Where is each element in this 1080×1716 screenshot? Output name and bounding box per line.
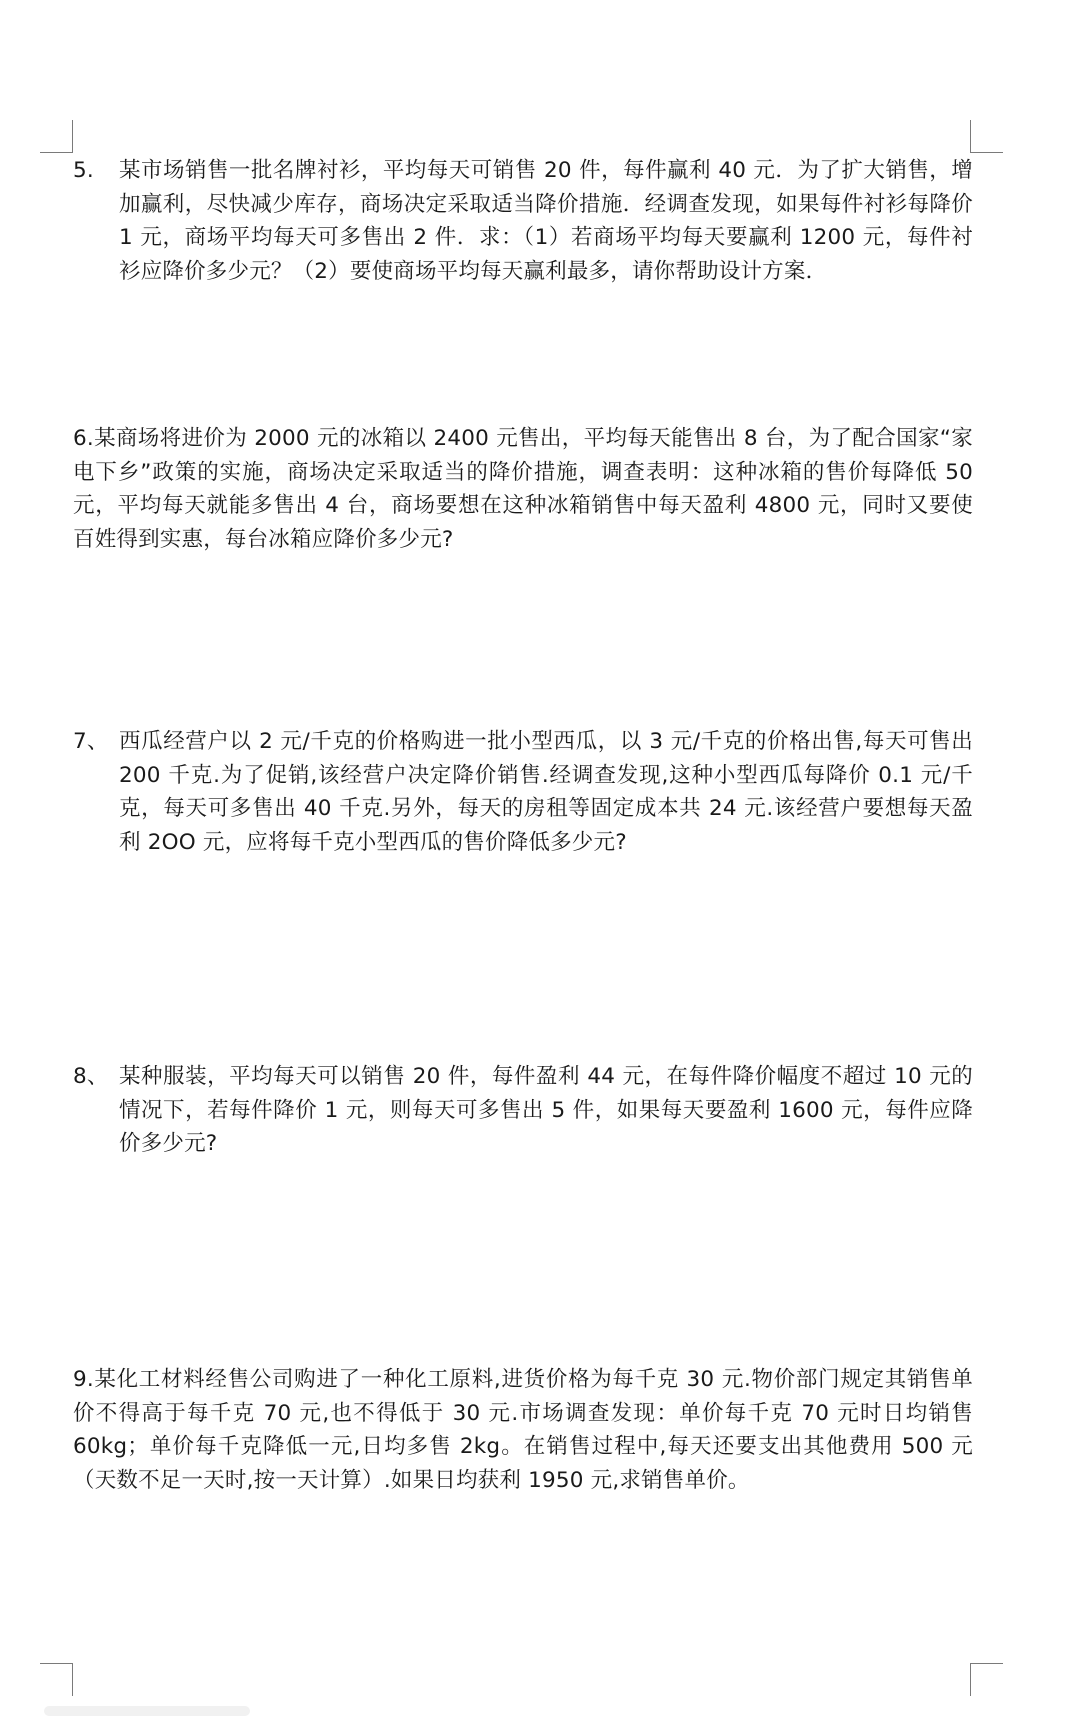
problem-number: 5. (73, 158, 94, 183)
problem-number: 8、 (73, 1064, 109, 1089)
problem-text: 某市场销售一批名牌衬衫，平均每天可销售 20 件，每件赢利 40 元．为了扩大销售，增加赢利，尽快减少库存，商场决定采取适当降价措施．经调查发现，如果每件衬衫每降价 1 元，商场平均每天可多售出 2 件．求：（1）若商场平均每天要赢利 1200 元，每件衬衫应降价多少元？（2）要使商场平均每天赢利最多，请你帮助设计方案． (119, 158, 973, 284)
problem-5 (73, 154, 973, 288)
crop-mark-top-left (40, 120, 73, 153)
crop-mark-top-right (970, 120, 1003, 153)
problem-number: 7、 (73, 729, 109, 754)
problem-text (73, 1363, 973, 1497)
problem-text: 西瓜经营户以 2 元/千克的价格购进一批小型西瓜，以 3 元/千克的价格出售,每天可售出 200 千克.为了促销,该经营户决定降价销售.经调查发现,这种小型西瓜每降价 0.1 元/千克，每天可多售出 40 千克.另外，每天的房租等固定成本共 24 元.该经营户要想每天盈利 2OO 元，应将每千克小型西瓜的售价降低多少元? (119, 729, 973, 855)
scroll-indicator[interactable] (44, 1706, 250, 1716)
crop-mark-bottom-right (970, 1663, 1003, 1696)
problem-text: 某种服装，平均每天可以销售 20 件，每件盈利 44 元，在每件降价幅度不超过 10 元的情况下，若每件降价 1 元，则每天可多售出 5 件，如果每天要盈利 1600 元，每件应降价多少元? (119, 1064, 973, 1156)
problem-number: 9. (73, 1367, 94, 1392)
problem-text (73, 422, 973, 556)
problem-body: 某商场将进价为 2000 元的冰箱以 2400 元售出，平均每天能售出 8 台，为了配合国家“家电下乡”政策的实施，商场决定采取适当的降价措施，调查表明：这种冰箱的售价每降低 50 元，平均每天就能多售出 4 台，商场要想在这种冰箱销售中每天盈利 4800 元，同时又要使百姓得到实惠，每台冰箱应降价多少元? (73, 426, 973, 552)
problem-9 (73, 1363, 973, 1497)
problem-body: 某化工材料经售公司购进了一种化工原料,进货价格为每千克 30 元.物价部门规定其销售单价不得高于每千克 70 元,也不得低于 30 元.市场调查发现：单价每千克 70 元时日均销售 60kg；单价每千克降低一元,日均多售 2kg。在销售过程中,每天还要支出其他费用 500 元（天数不足一天时,按一天计算）.如果日均获利 1950 元,求销售单价。 (73, 1367, 973, 1493)
problem-number: 6. (73, 426, 94, 451)
problem-7 (73, 725, 973, 859)
problem-6 (73, 422, 973, 556)
problem-8 (73, 1060, 973, 1161)
crop-mark-bottom-left (40, 1663, 73, 1696)
